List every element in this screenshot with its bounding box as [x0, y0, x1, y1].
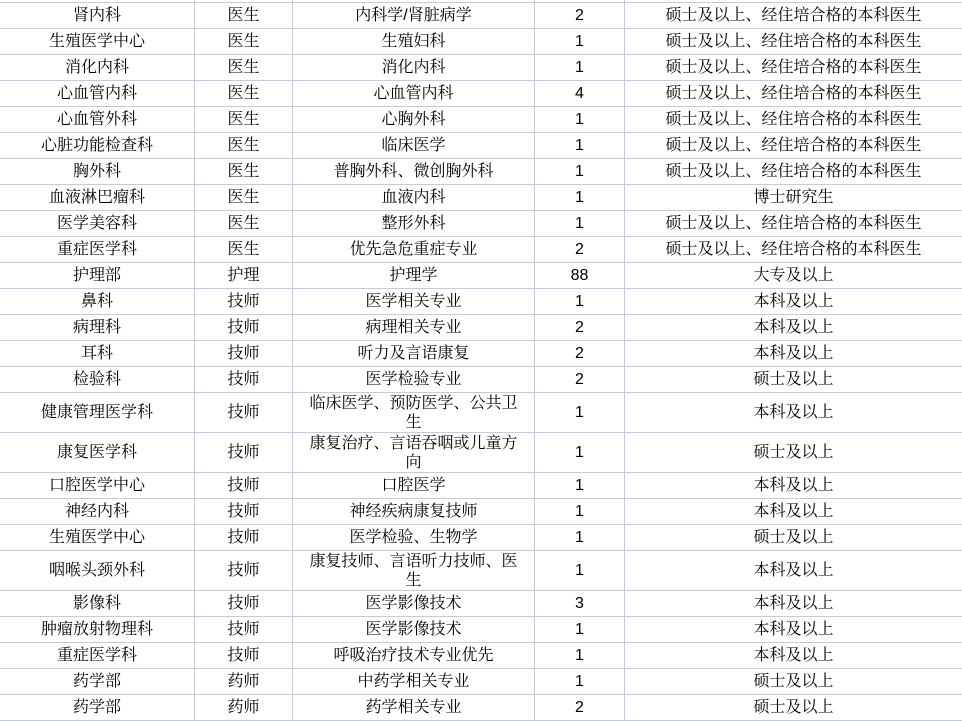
cell-count: 1 — [535, 617, 625, 642]
cell-position: 技师 — [195, 525, 293, 550]
cell-department: 护理部 — [0, 263, 195, 288]
cell-education: 硕士及以上 — [753, 529, 834, 546]
cell-specialty: 临床医学、预防医学、公共卫生 — [293, 393, 535, 432]
table-row — [0, 107, 962, 133]
cell-count: 3 — [535, 591, 625, 616]
cell-specialty: 生殖妇科 — [293, 29, 535, 54]
cell-education: 硕士及以上 — [753, 444, 834, 461]
cell-education: 本科及以上 — [753, 345, 834, 362]
cell-count: 1 — [535, 107, 625, 132]
cell-position: 技师 — [195, 499, 293, 524]
cell-count: 1 — [535, 185, 625, 210]
cell-position: 技师 — [195, 315, 293, 340]
cell-education: 硕士及以上 — [753, 673, 834, 690]
cell-department: 心脏功能检查科 — [0, 133, 195, 158]
cell-education: 本科及以上 — [753, 503, 834, 520]
cell-position: 药师 — [195, 669, 293, 694]
cell-department: 药学部 — [0, 695, 195, 720]
cell-education: 博士研究生 — [753, 189, 834, 206]
cell-count: 1 — [535, 669, 625, 694]
cell-count: 1 — [535, 55, 625, 80]
table-row — [0, 617, 962, 643]
cell-department: 重症医学科 — [0, 643, 195, 668]
cell-position: 技师 — [195, 591, 293, 616]
cell-specialty: 医学影像技术 — [293, 617, 535, 642]
cell-education: 本科及以上 — [753, 562, 834, 579]
cell-position: 医生 — [195, 81, 293, 106]
cell-department: 重症医学科 — [0, 237, 195, 262]
table-row — [0, 433, 962, 473]
cell-position: 医生 — [195, 3, 293, 28]
cell-department: 神经内科 — [0, 499, 195, 524]
table-row — [0, 669, 962, 695]
cell-count: 88 — [535, 263, 625, 288]
cell-specialty: 普胸外科、微创胸外科 — [293, 159, 535, 184]
table-row — [0, 315, 962, 341]
table-row — [0, 591, 962, 617]
cell-department: 检验科 — [0, 367, 195, 392]
table-row — [0, 551, 962, 591]
table-row — [0, 367, 962, 393]
table-row — [0, 341, 962, 367]
cell-position: 技师 — [195, 617, 293, 642]
table-row — [0, 695, 962, 721]
cell-position: 技师 — [195, 643, 293, 668]
cell-education: 硕士及以上 — [753, 699, 834, 716]
cell-education: 硕士及以上、经住培合格的本科医生 — [665, 111, 922, 128]
cell-education: 本科及以上 — [753, 293, 834, 310]
cell-specialty — [293, 0, 535, 2]
cell-education: 本科及以上 — [753, 595, 834, 612]
cell-department: 影像科 — [0, 591, 195, 616]
cell-department: 血液淋巴瘤科 — [0, 185, 195, 210]
cell-department: 心血管外科 — [0, 107, 195, 132]
cell-specialty: 临床医学 — [293, 133, 535, 158]
cell-department: 生殖医学中心 — [0, 525, 195, 550]
cell-position: 技师 — [195, 433, 293, 472]
cell-position: 医生 — [195, 237, 293, 262]
cell-specialty: 康复治疗、言语吞咽或儿童方向 — [293, 433, 535, 472]
cell-specialty: 药学相关专业 — [293, 695, 535, 720]
table-row — [0, 29, 962, 55]
cell-department: 胸外科 — [0, 159, 195, 184]
cell-specialty: 医学检验专业 — [293, 367, 535, 392]
cell-education: 硕士及以上、经住培合格的本科医生 — [665, 85, 922, 102]
cell-count — [535, 0, 625, 2]
cell-education — [625, 0, 962, 2]
cell-count: 1 — [535, 433, 625, 472]
cell-department: 病理科 — [0, 315, 195, 340]
table-row — [0, 211, 962, 237]
cell-specialty: 整形外科 — [293, 211, 535, 236]
cell-count: 1 — [535, 393, 625, 432]
cell-education: 本科及以上 — [753, 621, 834, 638]
cell-specialty: 消化内科 — [293, 55, 535, 80]
cell-education: 本科及以上 — [753, 319, 834, 336]
cell-count: 1 — [535, 289, 625, 314]
table-row — [0, 499, 962, 525]
cell-specialty: 心血管内科 — [293, 81, 535, 106]
cell-department: 医学美容科 — [0, 211, 195, 236]
table-row — [0, 159, 962, 185]
cell-specialty: 优先急危重症专业 — [293, 237, 535, 262]
cell-position: 医生 — [195, 211, 293, 236]
cell-count: 2 — [535, 3, 625, 28]
cell-department: 肿瘤放射物理科 — [0, 617, 195, 642]
cell-education: 硕士及以上、经住培合格的本科医生 — [665, 163, 922, 180]
cell-count: 2 — [535, 695, 625, 720]
cell-specialty: 血液内科 — [293, 185, 535, 210]
table-row — [0, 237, 962, 263]
cell-position: 技师 — [195, 551, 293, 590]
cell-education: 大专及以上 — [753, 267, 834, 284]
table-row — [0, 185, 962, 211]
cell-department — [0, 0, 195, 2]
cell-specialty: 康复技师、言语听力技师、医生 — [293, 551, 535, 590]
cell-specialty: 医学检验、生物学 — [293, 525, 535, 550]
cell-position: 技师 — [195, 393, 293, 432]
cell-position: 技师 — [195, 289, 293, 314]
cell-department: 康复医学科 — [0, 433, 195, 472]
table-row — [0, 393, 962, 433]
table-row — [0, 55, 962, 81]
cell-education: 硕士及以上、经住培合格的本科医生 — [665, 33, 922, 50]
cell-specialty: 呼吸治疗技术专业优先 — [293, 643, 535, 668]
cell-count: 2 — [535, 341, 625, 366]
table-row — [0, 289, 962, 315]
cell-count: 1 — [535, 29, 625, 54]
cell-position: 技师 — [195, 473, 293, 498]
cell-specialty: 口腔医学 — [293, 473, 535, 498]
cell-count: 2 — [535, 315, 625, 340]
cell-specialty: 护理学 — [293, 263, 535, 288]
table-row — [0, 3, 962, 29]
cell-position: 医生 — [195, 185, 293, 210]
table-row — [0, 473, 962, 499]
cell-specialty: 心胸外科 — [293, 107, 535, 132]
cell-department: 咽喉头颈外科 — [0, 551, 195, 590]
cell-count: 1 — [535, 211, 625, 236]
cell-position: 医生 — [195, 133, 293, 158]
cell-count: 2 — [535, 237, 625, 262]
cell-specialty: 听力及言语康复 — [293, 341, 535, 366]
cell-count: 1 — [535, 473, 625, 498]
cell-position: 技师 — [195, 341, 293, 366]
cell-position: 技师 — [195, 367, 293, 392]
cell-count: 4 — [535, 81, 625, 106]
cell-department: 生殖医学中心 — [0, 29, 195, 54]
table-row — [0, 263, 962, 289]
cell-specialty: 中药学相关专业 — [293, 669, 535, 694]
cell-department: 肾内科 — [0, 3, 195, 28]
cell-position: 医生 — [195, 159, 293, 184]
cell-department: 健康管理医学科 — [0, 393, 195, 432]
cell-specialty: 医学影像技术 — [293, 591, 535, 616]
cell-position: 医生 — [195, 29, 293, 54]
cell-department: 心血管内科 — [0, 81, 195, 106]
cell-count: 1 — [535, 643, 625, 668]
cell-education: 硕士及以上、经住培合格的本科医生 — [665, 59, 922, 76]
cell-specialty: 内科学/肾脏病学 — [293, 3, 535, 28]
cell-education: 本科及以上 — [753, 477, 834, 494]
cell-specialty: 医学相关专业 — [293, 289, 535, 314]
table-row — [0, 81, 962, 107]
cell-education: 本科及以上 — [753, 647, 834, 664]
cell-specialty: 神经疾病康复技师 — [293, 499, 535, 524]
cell-education: 硕士及以上、经住培合格的本科医生 — [665, 7, 922, 24]
cell-department: 耳科 — [0, 341, 195, 366]
cell-count: 1 — [535, 159, 625, 184]
cell-position: 医生 — [195, 55, 293, 80]
cell-specialty: 病理相关专业 — [293, 315, 535, 340]
cell-position: 药师 — [195, 695, 293, 720]
table-row — [0, 643, 962, 669]
cell-education: 硕士及以上 — [753, 371, 834, 388]
cell-position: 护理 — [195, 263, 293, 288]
cell-education: 硕士及以上、经住培合格的本科医生 — [665, 215, 922, 232]
cell-count: 1 — [535, 525, 625, 550]
cell-position — [195, 0, 293, 2]
table-row — [0, 133, 962, 159]
cell-education: 本科及以上 — [753, 404, 834, 421]
cell-count: 1 — [535, 551, 625, 590]
cell-department: 鼻科 — [0, 289, 195, 314]
cell-count: 2 — [535, 367, 625, 392]
cell-education: 硕士及以上、经住培合格的本科医生 — [665, 137, 922, 154]
cell-count: 1 — [535, 499, 625, 524]
cell-department: 口腔医学中心 — [0, 473, 195, 498]
table-row — [0, 525, 962, 551]
cell-education: 硕士及以上、经住培合格的本科医生 — [665, 241, 922, 258]
cell-count: 1 — [535, 133, 625, 158]
cell-department: 消化内科 — [0, 55, 195, 80]
cell-position: 医生 — [195, 107, 293, 132]
cell-department: 药学部 — [0, 669, 195, 694]
